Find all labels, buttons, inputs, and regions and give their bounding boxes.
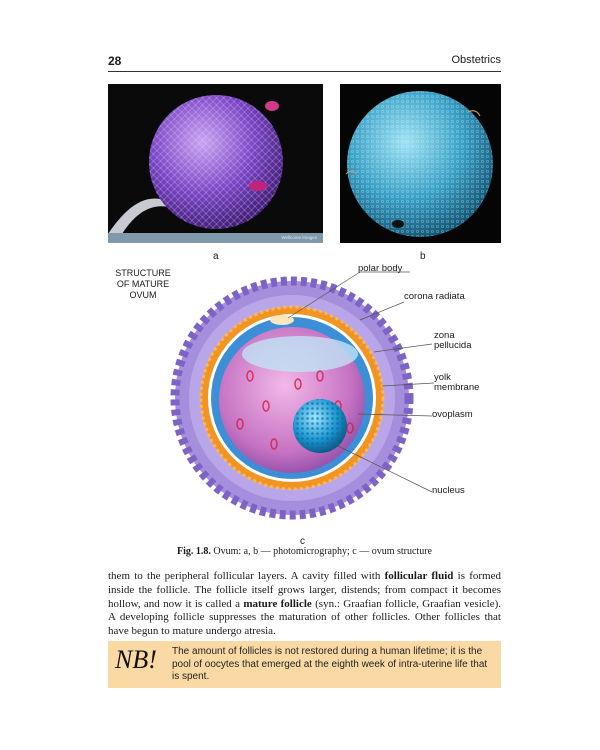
term-follicular-fluid: follicular fluid xyxy=(384,570,454,582)
figure-caption xyxy=(108,546,501,557)
micrograph-a xyxy=(108,84,323,243)
body-text-1: them to the peripheral follicular layers. A cavity filled with xyxy=(108,570,385,582)
callout-yolk-membrane: yolk membrane xyxy=(434,372,480,393)
callout-nucleus: nucleus xyxy=(432,485,465,496)
figure-label-a: a xyxy=(213,251,219,262)
body-paragraph xyxy=(108,570,501,639)
callout-ovoplasm: ovoplasm xyxy=(432,409,473,420)
body-text-2: is formed inside the follicle. The follicle itself grows larger, distends; from compact it becomes hollow, and now it is called a xyxy=(108,570,501,610)
micrograph-b xyxy=(340,84,501,243)
running-head: Obstetrics xyxy=(451,54,501,66)
page-number: 28 xyxy=(108,54,122,68)
term-mature-follicle: mature follicle xyxy=(243,597,312,610)
nb-mark: NB! xyxy=(115,645,157,674)
page-header xyxy=(108,54,501,70)
callout-zona-pellucida: zona pellucida xyxy=(434,330,472,351)
callout-polar-body: polar body xyxy=(358,263,403,274)
figure-caption-text: Ovum: a, b — photomicrography; c — ovum structure xyxy=(210,546,432,557)
nb-note-box xyxy=(108,641,501,688)
callout-corona-radiata: corona radiata xyxy=(404,291,465,302)
image-credit: Wellcome Images xyxy=(281,235,317,240)
ovum-diagram xyxy=(170,256,510,536)
body-text-3: (syn.: Graafian follicle, Graafian vesicle). A developing follicle suppresses the maturation of other follicles. Other follicles that have begun to mature undergo atresia. xyxy=(108,597,501,638)
header-rule xyxy=(108,71,501,72)
figure-label-c: c xyxy=(300,536,305,547)
nb-note-text: The amount of follicles is not restored during a human lifetime; it is the pool of oocytes that emerged at the eighth week of intra-uterine life that is spent. xyxy=(172,646,488,683)
figure-label-b: b xyxy=(420,251,426,262)
figure-number: Fig. 1.8. xyxy=(177,546,211,557)
diagram-title: STRUCTURE OF MATURE OVUM xyxy=(115,268,171,300)
